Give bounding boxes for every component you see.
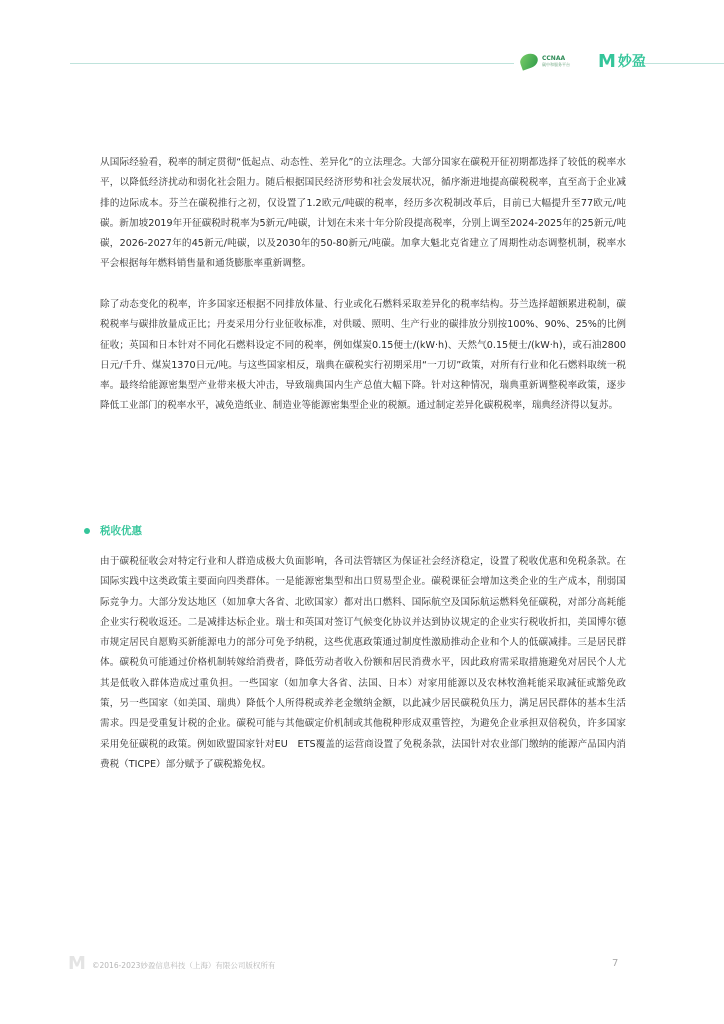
bullet-dot-icon [84,528,90,534]
brand-mark-icon: M [598,50,616,72]
section-heading [84,523,142,538]
partner-logo-name: CCNAA [542,54,566,62]
partner-logo-subtitle: 碳中和服务平台 [542,61,570,67]
body-paragraph-2: 除了动态变化的税率，许多国家还根据不同排放体量、行业或化石燃料采取差异化的税率结构。芬兰选择超额累进税制，碳税税率与碳排放量成正比；丹麦采用分行业征收标准，对供暖、照明、生产行业的碳排放分别按100%、90%、25%的比例征收；英国和日本针对不同化石燃料设定不同的税率，例如煤炭0.15便士/(kW·h)、天然气0.15便士/(kW·h)，或石油2800日元/千升、煤炭1370日元/吨。与这些国家相反，瑞典在碳税实行初期采用“一刀切”政策，对所有行业和化石燃料取统一税率。最终给能源密集型产业带来极大冲击，导致瑞典国内生产总值大幅下降。针对这种情况，瑞典重新调整税率政策，逐步降低工业部门的税率水平，减免造纸业、制造业等能源密集型企业的税额。通过制定差异化碳税税率，瑞典经济得以复苏。 [100,299,626,412]
footer-copyright: ©2016-2023妙盈信息科技（上海）有限公司版权所有 [92,961,276,970]
section-title: 税收优惠 [100,525,142,537]
page-number: 7 [612,958,619,969]
body-paragraph-3: 由于碳税征收会对特定行业和人群造成极大负面影响，各司法管辖区为保证社会经济稳定，设置了税收优惠和免税条款。在国际实践中这类政策主要面向四类群体。一是能源密集型和出口贸易型企业。碳税课征会增加这类企业的生产成本，削弱国际竞争力。大部分发达地区（如加拿大各省、北欧国家）都对出口燃料、国际航空及国际航运燃料免征碳税，对部分高耗能企业实行税收返还。二是减排达标企业。瑞士和英国对签订气候变化协议并达到协议规定的企业实行税收折扣，美国博尔德市规定居民自愿购买新能源电力的部分可免予纳税，这些优惠政策通过制度性激励推动企业和个人的低碳减排。三是居民群体。碳税负可能通过价格机制转嫁给消费者，降低劳动者收入份额和居民消费水平，因此政府需采取措施避免对居民个人尤其是低收入群体造成过重负担。一些国家（如加拿大各省、法国、日本）对家用能源以及农林牧渔耗能采取减征或豁免政策，另一些国家（如美国、瑞典）降低个人所得税或养老金缴纳金额，以此减少居民碳税负压力，满足居民群体的基本生活需求。四是受重复计税的企业。碳税可能与其他碳定价机制或其他税种形成双重管控，为避免企业承担双倍税负，许多国家采用免征碳税的政策。例如欧盟国家针对EU ETS覆盖的运营商设置了免税条款，法国针对农业部门缴纳的能源产品国内消费税（TICPE）部分赋予了碳税豁免权。 [100,556,626,770]
partner-logo [520,50,590,72]
brand-name: 妙盈 [617,54,646,70]
body-paragraph-1: 从国际经验看，税率的制定贯彻“低起点、动态性、差异化”的立法理念。大部分国家在碳税开征初期都选择了较低的税率水平，以降低经济扰动和弱化社会阻力。随后根据国民经济形势和社会发展状况，循序渐进地提高碳税税率，直至高于企业减排的边际成本。芬兰在碳税推行之初，仅设置了1.2欧元/吨碳的税率，经历多次税制改革后，目前已大幅提升至77欧元/吨碳。新加坡2019年开征碳税时税率为5新元/吨碳，计划在未来十年分阶段提高税率，分别上调至2024-2025年的25新元/吨碳，2026-2027年的45新元/吨碳，以及2030年的50-80新元/吨碳。加拿大魁北克省建立了周期性动态调整机制，税率水平会根据每年燃料销售量和通货膨胀率重新调整。 [100,157,626,270]
header-divider-line [70,63,514,64]
brand-logo [598,50,646,72]
header-divider-line-right [640,63,724,64]
footer-logo-icon: M [68,953,86,974]
leaf-icon [518,51,540,70]
